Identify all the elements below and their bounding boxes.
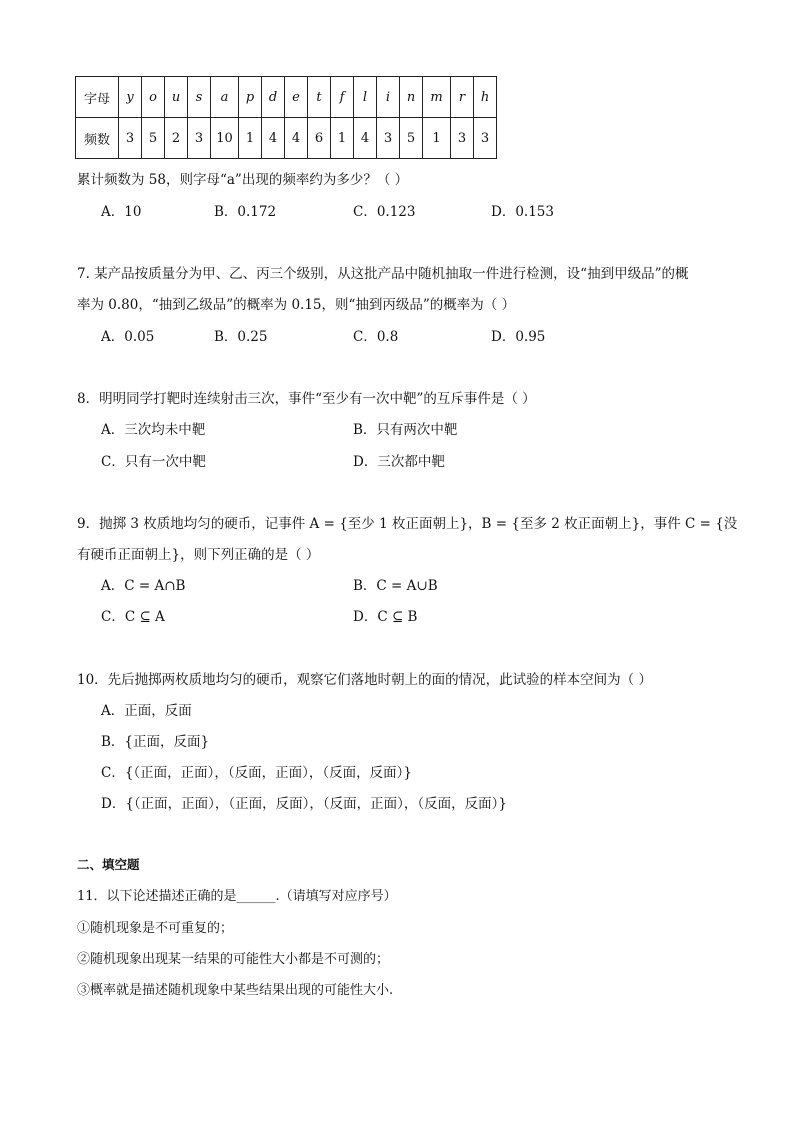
q8-option-c: C．只有一次中靶 bbox=[101, 454, 206, 470]
table-cell-count: 3 bbox=[188, 118, 211, 159]
table-cell-count: 1 bbox=[331, 118, 354, 159]
q10-option-c: C．{（正面，正面），（反面，正面），（反面，反面）} bbox=[101, 765, 413, 781]
table-cell-count: 1 bbox=[239, 118, 262, 159]
table-cell-letter: f bbox=[331, 77, 354, 118]
table-cell-letter: m bbox=[423, 77, 451, 118]
q7-option-a: A．0.05 bbox=[101, 329, 155, 345]
question-6-text: 累计频数为 58，则字母“a”出现的频率约为多少？（ ） bbox=[77, 172, 409, 188]
table-cell-letter: s bbox=[188, 77, 211, 118]
table-cell-letter: d bbox=[262, 77, 285, 118]
table-row-letters bbox=[76, 77, 497, 118]
q10-option-d: D．{（正面，正面），（正面，反面），（反面，正面），（反面，反面）} bbox=[101, 796, 508, 812]
table-cell-letter: p bbox=[239, 77, 262, 118]
q6-option-b: B．0.172 bbox=[214, 204, 277, 220]
q8-option-d: D．三次都中靶 bbox=[353, 454, 445, 470]
question-11-text: 11．以下论述描述正确的是______.（请填写对应序号） bbox=[77, 889, 397, 904]
table-cell-letter: r bbox=[451, 77, 474, 118]
statement-2: ②随机现象出现某一结果的可能性大小都是不可测的； bbox=[77, 952, 390, 967]
q6-option-c: C．0.123 bbox=[353, 204, 416, 220]
table-cell-letter: a bbox=[211, 77, 239, 118]
q7-option-b: B．0.25 bbox=[214, 329, 268, 345]
table-cell-letter: l bbox=[354, 77, 377, 118]
q7-option-d: D．0.95 bbox=[491, 329, 546, 345]
table-cell-count: 3 bbox=[377, 118, 400, 159]
table-cell-letter: h bbox=[474, 77, 497, 118]
q9-option-b: B．C = A∪B bbox=[353, 578, 438, 594]
table-cell-count: 10 bbox=[211, 118, 239, 159]
table-cell-count: 5 bbox=[400, 118, 423, 159]
q9-option-a: A．C = A∩B bbox=[101, 578, 186, 594]
section-title: 二、填空题 bbox=[77, 857, 140, 872]
table-cell-letter: t bbox=[308, 77, 331, 118]
table-cell-count: 2 bbox=[165, 118, 188, 159]
table-cell-count: 3 bbox=[474, 118, 497, 159]
table-cell-count: 6 bbox=[308, 118, 331, 159]
frequency-table bbox=[75, 76, 497, 159]
table-cell-count: 1 bbox=[423, 118, 451, 159]
table-row-counts bbox=[76, 118, 497, 159]
statement-3: ③概率就是描述随机现象中某些结果出现的可能性大小. bbox=[77, 983, 394, 998]
q9-option-d: D．C ⊆ B bbox=[353, 609, 418, 625]
table-cell-count: 4 bbox=[262, 118, 285, 159]
table-cell-count: 4 bbox=[354, 118, 377, 159]
question-9-line-2: 有硬币正面朝上}，则下列正确的是（ ） bbox=[77, 547, 320, 563]
table-cell-letter: y bbox=[119, 77, 142, 118]
table-header-count: 频数 bbox=[76, 118, 119, 159]
statement-1: ①随机现象是不可重复的； bbox=[77, 921, 234, 936]
table-header-letter: 字母 bbox=[76, 77, 119, 118]
table-cell-letter: o bbox=[142, 77, 165, 118]
question-9-line-1: 9．抛掷 3 枚质地均匀的硬币，记事件 A = {至少 1 枚正面朝上}，B = {至多 2 枚正面朝上}，事件 C = {没 bbox=[77, 516, 738, 532]
q6-option-d: D．0.153 bbox=[491, 204, 554, 220]
table-cell-count: 3 bbox=[451, 118, 474, 159]
q7-option-c: C．0.8 bbox=[353, 329, 399, 345]
question-7-line-2: 率为 0.80，“抽到乙级品”的概率为 0.15，则“抽到丙级品”的概率为（ ） bbox=[77, 297, 516, 313]
table-cell-count: 3 bbox=[119, 118, 142, 159]
table-cell-count: 5 bbox=[142, 118, 165, 159]
q9-option-c: C．C ⊆ A bbox=[101, 609, 165, 625]
question-8-text: 8．明明同学打靶时连续射击三次，事件“至少有一次中靶”的互斥事件是（ ） bbox=[77, 391, 536, 407]
table-cell-letter: e bbox=[285, 77, 308, 118]
table-cell-letter: n bbox=[400, 77, 423, 118]
q8-option-b: B．只有两次中靶 bbox=[353, 422, 458, 438]
question-10-text: 10．先后抛掷两枚质地均匀的硬币，观察它们落地时朝上的面的情况，此试验的样本空间为（ ） bbox=[77, 672, 652, 688]
table-cell-letter: i bbox=[377, 77, 400, 118]
table-cell-count: 4 bbox=[285, 118, 308, 159]
question-7-line-1: 7. 某产品按质量分为甲、乙、丙三个级别，从这批产品中随机抽取一件进行检测，设“抽到甲级品”的概 bbox=[77, 266, 689, 282]
q6-option-a: A．10 bbox=[101, 204, 142, 220]
q8-option-a: A．三次均未中靶 bbox=[101, 422, 206, 438]
q10-option-a: A．正面，反面 bbox=[101, 703, 192, 719]
q10-option-b: B．{正面，反面} bbox=[101, 734, 210, 750]
table-cell-letter: u bbox=[165, 77, 188, 118]
